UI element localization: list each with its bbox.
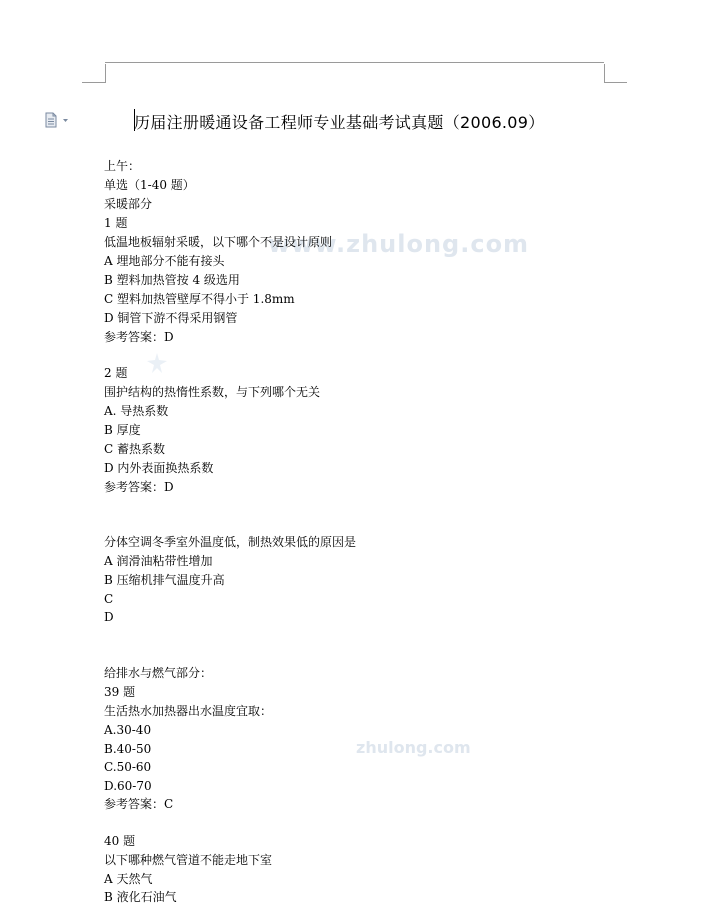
watermark: zhulong.com: [356, 738, 471, 757]
text-line: C: [104, 592, 114, 606]
text-line: D.60-70: [104, 779, 152, 793]
text-line: B.40-50: [104, 742, 152, 756]
watermark: www.zhulong.com: [268, 230, 530, 258]
text-line: 分体空调冬季室外温度低，制热效果低的原因是: [104, 535, 357, 549]
text-line: A 天然气: [104, 872, 153, 886]
page-top-border: [105, 62, 604, 63]
text-line: 给排水与燃气部分：: [104, 666, 213, 680]
text-line: 参考答案：D: [104, 480, 174, 494]
text-line: D 内外表面换热系数: [104, 461, 214, 475]
text-line: C.50-60: [104, 760, 152, 774]
text-line: 2 题: [104, 366, 128, 380]
text-line: A. 导热系数: [104, 404, 169, 418]
text-line: A 润滑油粘带性增加: [104, 554, 213, 568]
document-options-icon[interactable]: [44, 112, 70, 128]
document-title[interactable]: 历届注册暖通设备工程师专业基础考试真题（2006.09）: [134, 113, 545, 132]
logo-watermark: [146, 352, 168, 374]
text-line: A 埋地部分不能有接头: [104, 254, 225, 268]
text-line: B 液化石油气: [104, 890, 177, 904]
text-line: D: [104, 610, 114, 624]
text-line: 围护结构的热惰性系数，与下列哪个无关: [104, 385, 321, 399]
text-line: 40 题: [104, 834, 136, 848]
text-line: 39 题: [104, 685, 136, 699]
text-line: 1 题: [104, 216, 128, 230]
text-line: D 铜管下游不得采用钢管: [104, 311, 238, 325]
text-line: 以下哪种燃气管道不能走地下室: [104, 853, 273, 867]
text-line: A.30-40: [104, 723, 152, 737]
text-line: 参考答案：D: [104, 330, 174, 344]
text-line: B 塑料加热管按 4 级选用: [104, 273, 240, 287]
text-line: C 塑料加热管壁厚不得小于 1.8mm: [104, 292, 295, 306]
text-line: B 压缩机排气温度升高: [104, 573, 225, 587]
text-line: 低温地板辐射采暖，以下哪个不是设计原则: [104, 235, 333, 249]
page-corner-top-right: [604, 64, 627, 83]
text-line: 采暖部分: [104, 197, 153, 211]
page-corner-top-left: [82, 64, 106, 83]
text-line: 单选（1-40 题）: [104, 178, 195, 192]
text-line: B 厚度: [104, 423, 141, 437]
text-line: 上午：: [104, 159, 141, 173]
text-line: C 蓄热系数: [104, 442, 165, 456]
text-line: 生活热水加热器出水温度宜取：: [104, 704, 273, 718]
text-line: 参考答案：C: [104, 797, 174, 811]
